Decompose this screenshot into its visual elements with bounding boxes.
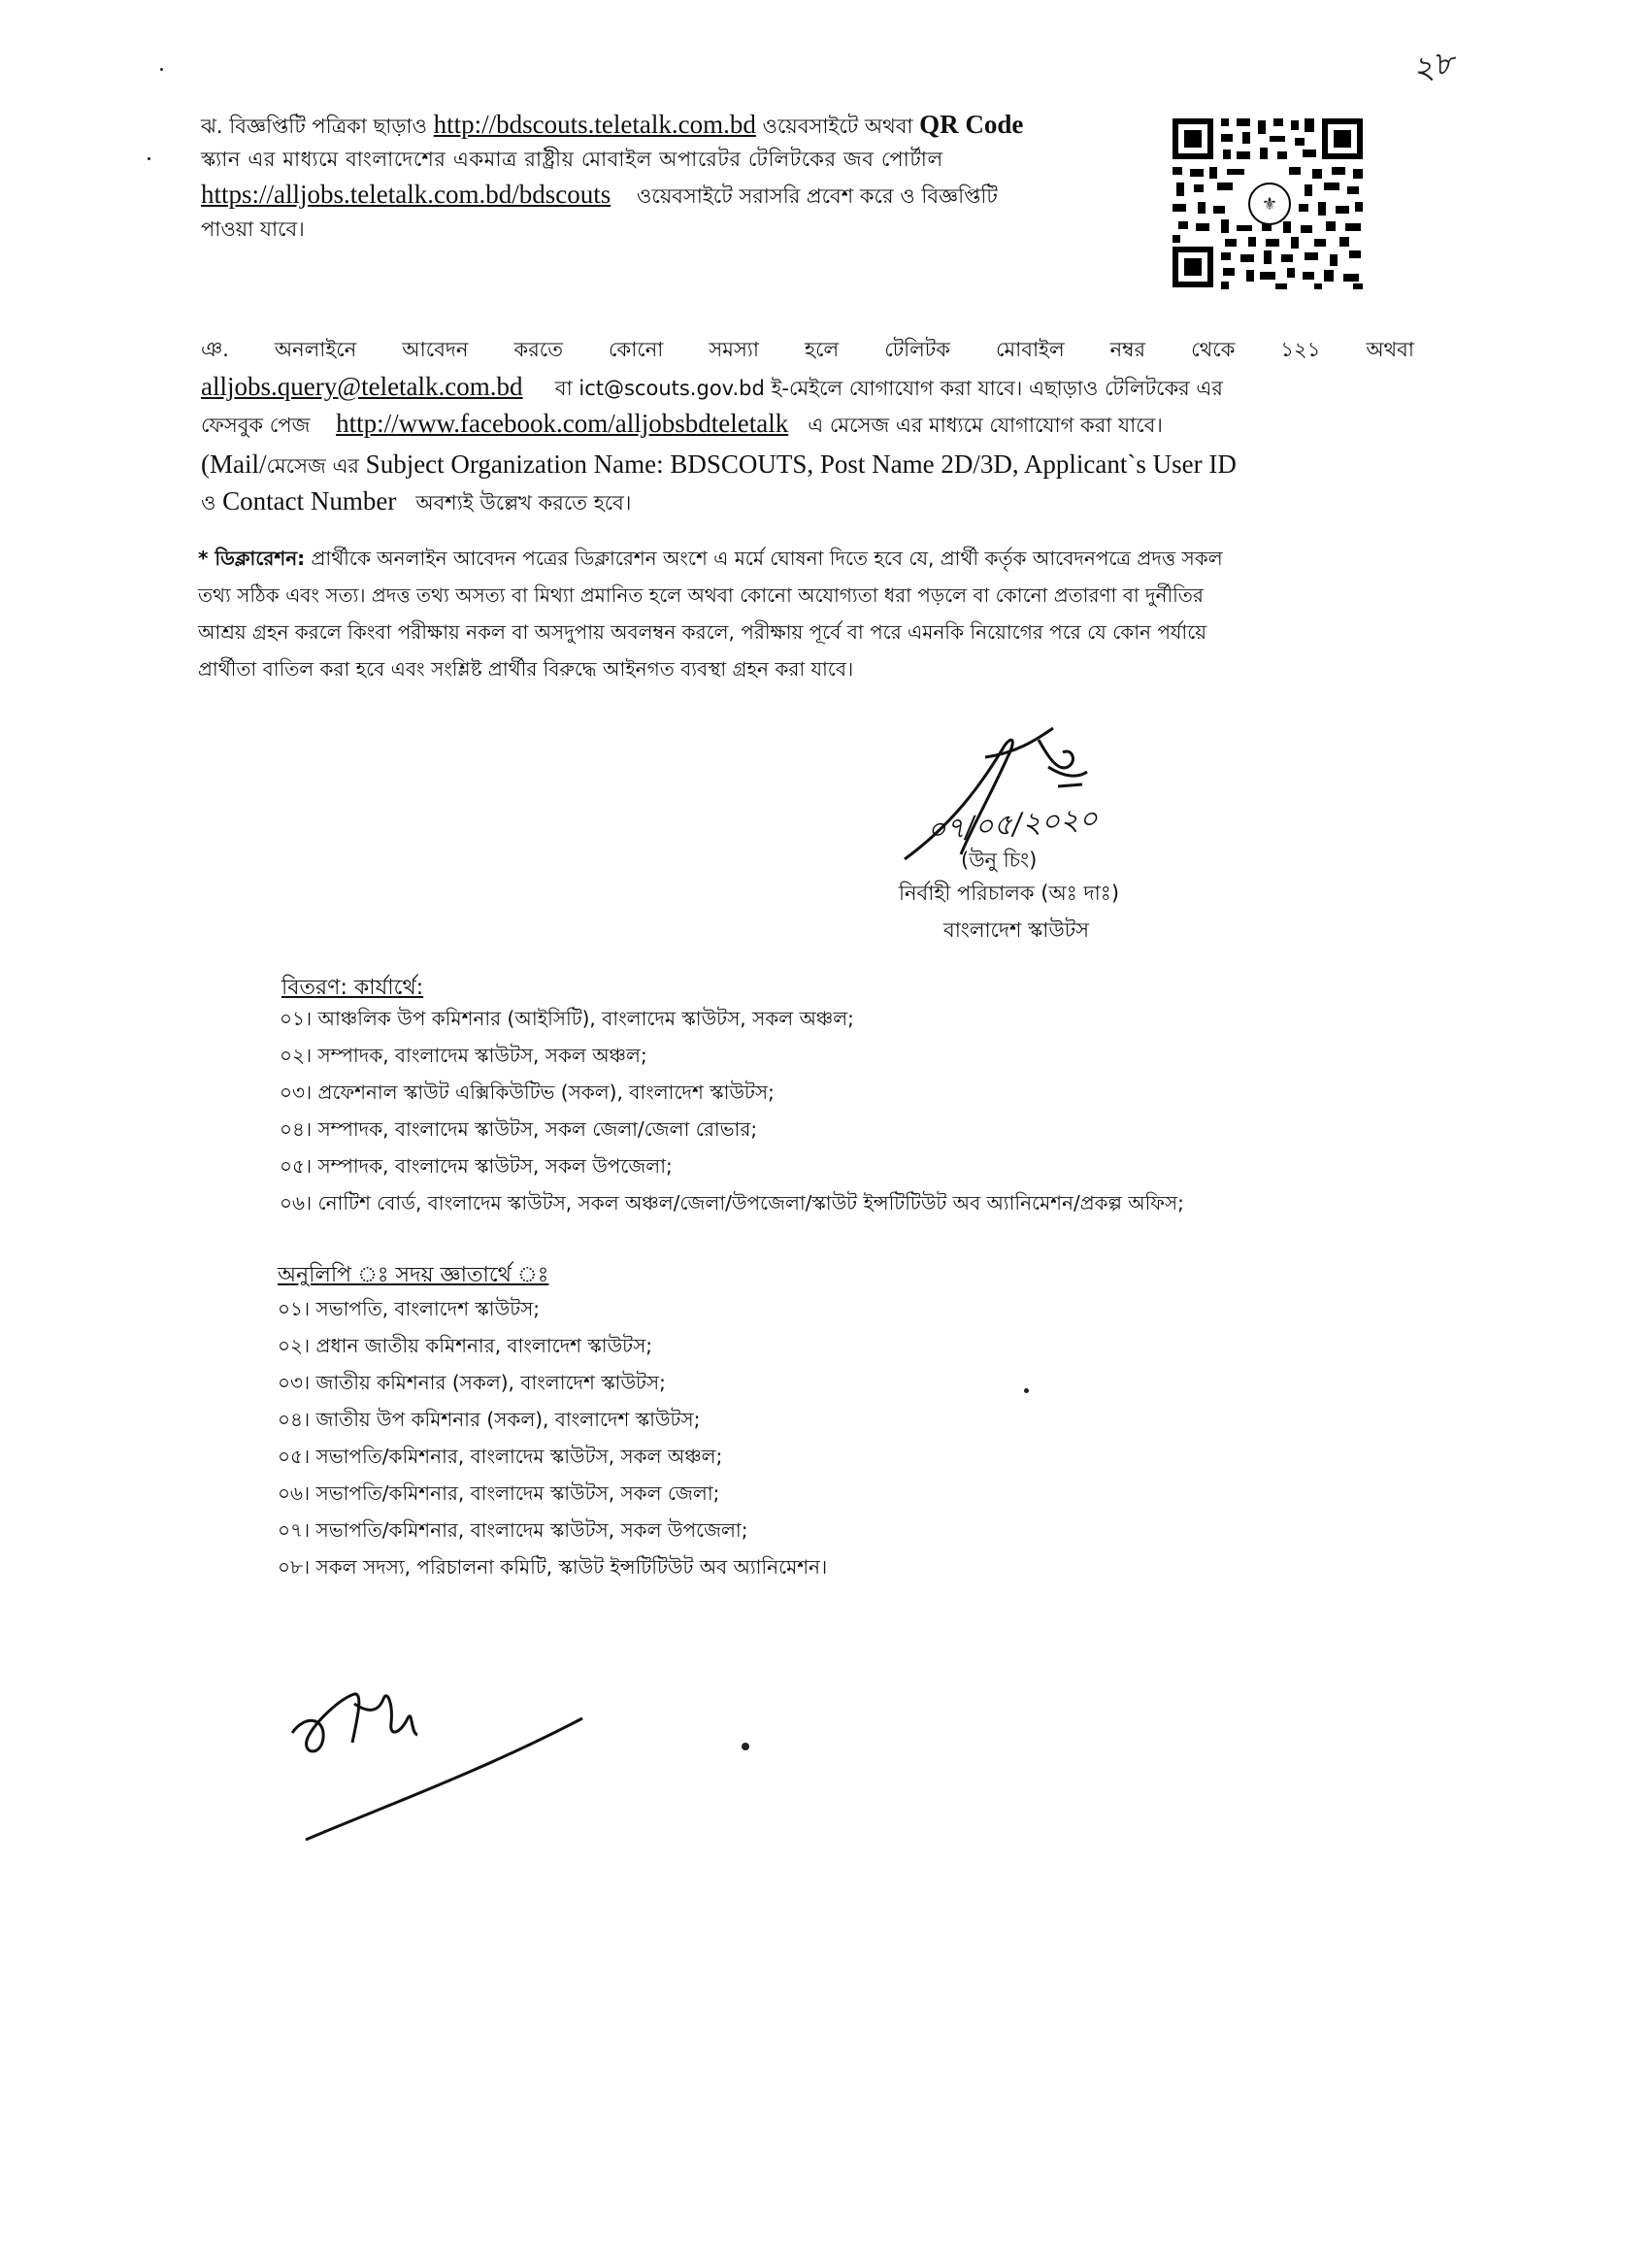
- scout-emblem-icon: ⚜: [1248, 183, 1291, 225]
- list-item: ০২। সম্পাদক, বাংলাদেম স্কাউটস, সকল অঞ্চল;: [280, 1044, 647, 1067]
- scan-speck: [160, 68, 163, 71]
- second-signature-icon: [286, 1665, 597, 1849]
- signer-name: (উনু চিং): [961, 849, 1038, 872]
- list-item: ০৮। সকল সদস্য, পরিচালনা কমিটি, স্কাউট ইন্সটিটিউট অব অ্যানিমেশন।: [278, 1555, 828, 1579]
- list-item: ০১। সভাপতি, বাংলাদেশ স্কাউটস;: [278, 1297, 541, 1320]
- contact-line-3: ফেসবুক পেজ http://www.facebook.com/alljobsbdteletalk এ মেসেজ এর মাধ্যমে যোগাযোগ করা যাবে।: [201, 409, 1163, 438]
- list-item: ০২। প্রধান জাতীয় কমিশনার, বাংলাদেশ স্কাউটস;: [278, 1334, 653, 1357]
- scan-speck: [742, 1743, 749, 1750]
- declaration-line-2: তথ্য সঠিক এবং সত্য। প্রদত্ত তথ্য অসত্য বা মিথ্যা প্রমানিত হলে অথবা কোনো অযোগ্যতা ধরা পড়লে বা কোনো প্রতারণা বা দুর্নীতির: [198, 583, 1204, 607]
- list-item: ০৪। জাতীয় উপ কমিশনার (সকল), বাংলাদেশ স্কাউটস;: [278, 1408, 701, 1431]
- copies-heading: অনুলিপি ঃ সদয় জ্ঞাতার্থে ঃ: [278, 1263, 549, 1287]
- list-item: ০৬। সভাপতি/কমিশনার, বাংলাদেম স্কাউটস, সকল জেলা;: [278, 1481, 720, 1505]
- alljobs-query-email-link[interactable]: alljobs.query@teletalk.com.bd: [201, 372, 523, 401]
- alljobs-bdscouts-link[interactable]: https://alljobs.teletalk.com.bd/bdscouts: [201, 180, 611, 209]
- list-item: ০৫। সভাপতি/কমিশনার, বাংলাদেম স্কাউটস, সকল অঞ্চল;: [278, 1445, 723, 1468]
- list-item: ০৬। নোটিশ বোর্ড, বাংলাদেম স্কাউটস, সকল অঞ্চল/জেলা/উপজেলা/স্কাউট ইন্সটিটিউট অব অ্যানিমেশন/প্রকল্প অফিস;: [280, 1191, 1184, 1215]
- facebook-page-link[interactable]: http://www.facebook.com/alljobsbdteletalk: [336, 409, 789, 438]
- qr-info-line-4: পাওয়া যাবে।: [201, 217, 305, 241]
- signer-organization: বাংলাদেশ স্কাউটস: [943, 918, 1090, 942]
- declaration-line-1: * ডিক্লারেশন: প্রার্থীকে অনলাইন আবেদন পত্রের ডিক্লারেশন অংশে এ মর্মে ঘোষনা দিতে হবে যে, প্রার্থী কর্তৃক আবেদনপত্রে প্রদত্ত সকল: [198, 547, 1223, 570]
- copies-list: [278, 1295, 1151, 1596]
- bdscouts-teletalk-link[interactable]: http://bdscouts.teletalk.com.bd: [433, 110, 756, 139]
- page-number: ২৮: [1407, 42, 1459, 90]
- list-item: ০৩। প্রফেশনাল স্কাউট এক্সিকিউটিভ (সকল), বাংলাদেশ স্কাউটস;: [280, 1081, 775, 1104]
- list-item: ০১। আঞ্চলিক উপ কমিশনার (আইসিটি), বাংলাদেম স্কাউটস, সকল অঞ্চল;: [280, 1007, 854, 1030]
- qr-info-line-1: ঝ. বিজ্ঞপ্তিটি পত্রিকা ছাড়াও http://bdscouts.teletalk.com.bd ওয়েবসাইটে অথবা QR Code: [201, 110, 1024, 139]
- paragraph-contact: [201, 332, 1414, 526]
- declaration-line-3: আশ্রয় গ্রহন করলে কিংবা পরীক্ষায় নকল বা অসদুপায় অবলম্বন করলে, পরীক্ষায় পূর্বে বা পরে এমনকি নিয়োগের পরে যে কোন পর্যায়ে: [198, 620, 1207, 644]
- list-item: ০৭। সভাপতি/কমিশনার, বাংলাদেম স্কাউটস, সকল উপজেলা;: [278, 1518, 748, 1542]
- list-item: ০৫। সম্পাদক, বাংলাদেম স্কাউটস, সকল উপজেলা;: [280, 1154, 673, 1178]
- signer-designation: নির্বাহী পরিচালক (অঃ দাঃ): [899, 882, 1120, 905]
- distribution-list: [280, 1005, 1299, 1238]
- declaration-line-4: প্রার্থীতা বাতিল করা হবে এবং সংশ্লিষ্ট প্রার্থীর বিরুদ্ধে আইনগত ব্যবস্থা গ্রহন করা যাবে।: [198, 657, 854, 681]
- contact-line-2: alljobs.query@teletalk.com.bd বা ict@scouts.gov.bd ই-মেইলে যোগাযোগ করা যাবে। এছাড়াও টেলিটকের এর: [201, 372, 1223, 401]
- scan-speck: [1024, 1388, 1029, 1393]
- qr-info-line-3: https://alljobs.teletalk.com.bd/bdscouts ওয়েবসাইটে সরাসরি প্রবেশ করে ও বিজ্ঞপ্তিটি: [201, 180, 998, 209]
- distribution-heading: বিতরণ: কার্যার্থে:: [281, 976, 424, 1000]
- signature-date: ০৭/০৫/২০২০: [925, 801, 1100, 849]
- declaration-label: * ডিক্লারেশন:: [198, 547, 306, 570]
- qr-code[interactable]: [1169, 115, 1367, 291]
- contact-line-1: ঞ. অনলাইনে আবেদন করতে কোনো সমস্যা হলে টেলিটক মোবাইল নম্বর থেকে ১২১ অথবা: [201, 338, 1414, 361]
- qr-info-line-2: স্ক্যান এর মাধ্যমে বাংলাদেশের একমাত্র রাষ্ট্রীয় মোবাইল অপারেটর টেলিটকের জব পোর্টাল: [201, 148, 943, 171]
- paragraph-qr-info: [201, 107, 1142, 243]
- contact-line-5: ও Contact Number অবশ্যই উল্লেখ করতে হবে।: [201, 486, 632, 516]
- scan-speck: [148, 157, 150, 160]
- contact-line-4: (Mail/মেসেজ এর Subject Organization Name: BDSCOUTS, Post Name 2D/3D, Applicant`s User ID: [201, 449, 1237, 479]
- list-item: ০৩। জাতীয় কমিশনার (সকল), বাংলাদেশ স্কাউটস;: [278, 1371, 666, 1394]
- list-item: ০৪। সম্পাদক, বাংলাদেম স্কাউটস, সকল জেলা/জেলা রোভার;: [280, 1117, 758, 1141]
- declaration: [198, 540, 1419, 695]
